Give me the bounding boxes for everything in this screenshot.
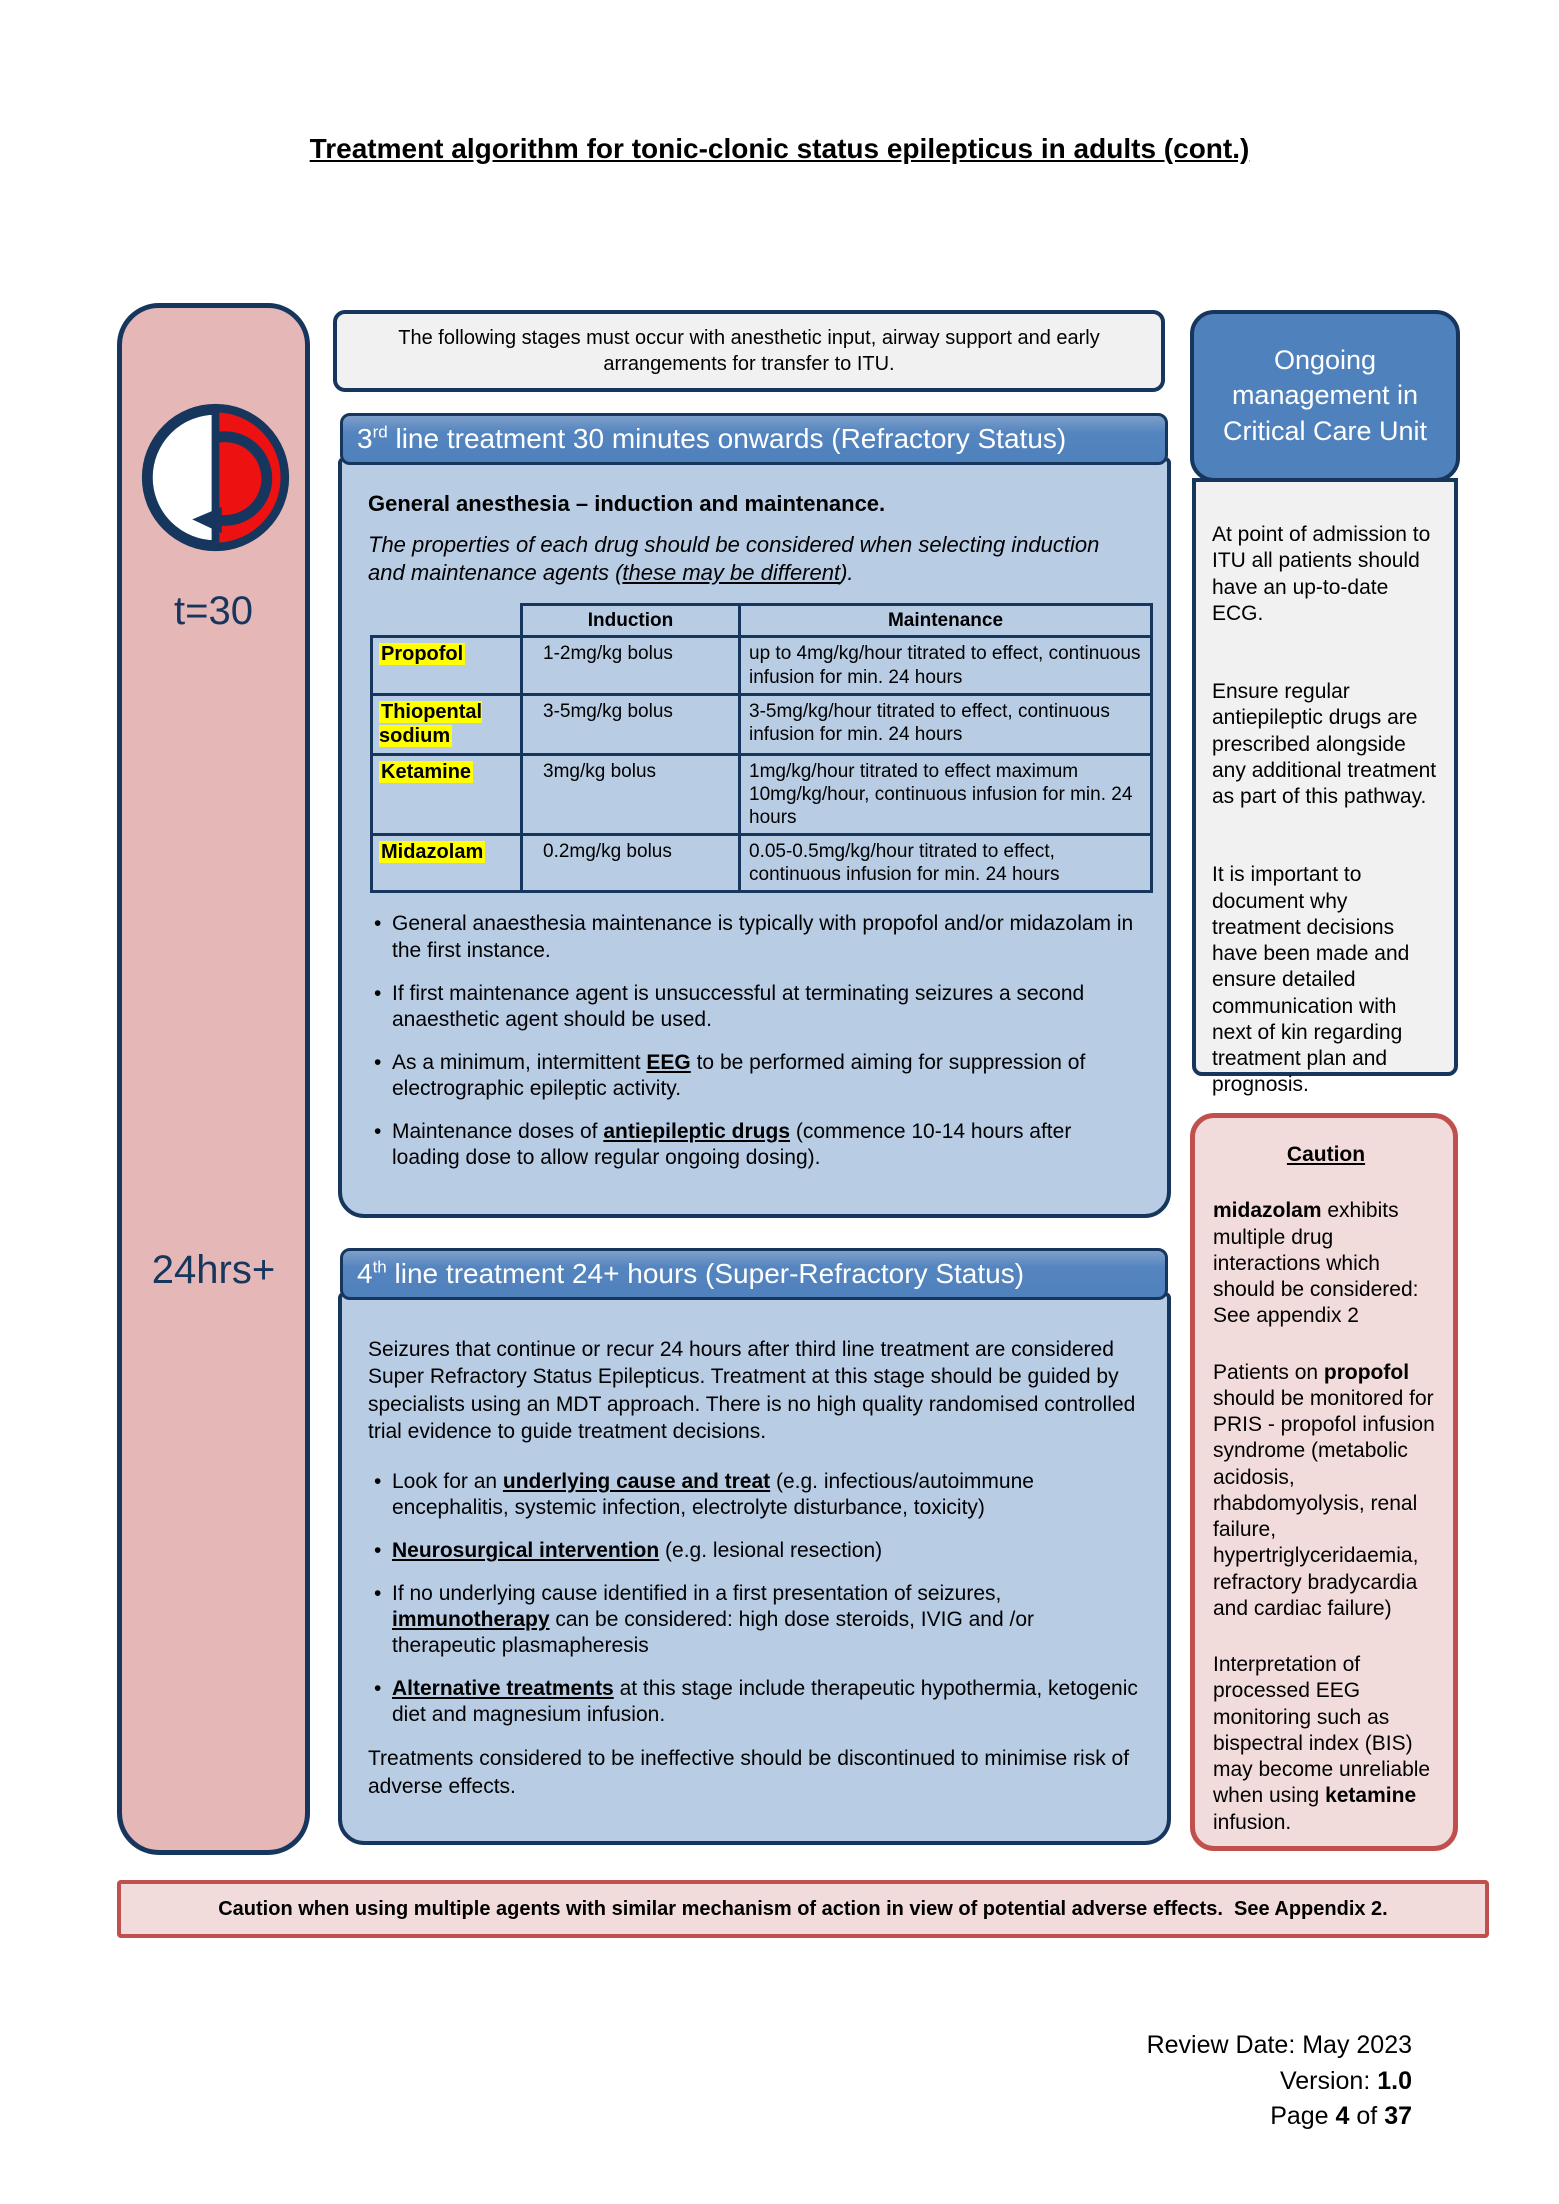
table-row (372, 835, 1152, 892)
caution-paragraphs (1213, 1198, 1439, 1836)
text-segment: 37 (1384, 2102, 1412, 2130)
text-segment: propofol (1323, 1360, 1410, 1384)
text-segment: If first maintenance agent is unsuccessful at terminating seizures a second anaesthetic agent should be used. (392, 981, 1085, 1031)
maintenance-cell: up to 4mg/kg/hour titrated to effect, continuous infusion for min. 24 hours (740, 637, 1152, 694)
text-segment: ). (840, 560, 854, 586)
third-line-bullets (368, 911, 1141, 1170)
fourth-line-header (340, 1248, 1168, 1300)
text-segment: The properties of each drug should be considered when selecting induction and maintenance agents ( (368, 532, 1100, 586)
general-anesthesia-title: General anesthesia – induction and maintenance. (368, 491, 886, 516)
text-segment: underlying cause and treat (502, 1470, 771, 1494)
induction-cell: 3-5mg/kg bolus (522, 694, 740, 754)
text-segment: should be monitored for PRIS - propofol infusion syndrome (metabolic acidosis, rhabdomyolysis, renal failure, hypertriglyceridaemia, refractory bradycardia and cardiac failure) (1213, 1386, 1435, 1620)
clock-icon (138, 400, 293, 555)
fourth-line-header-ordinal: th (372, 1257, 387, 1277)
bullet-item (374, 911, 1141, 963)
drug-properties-note (368, 531, 1141, 587)
bullet-item (374, 1119, 1141, 1171)
induction-cell: 3mg/kg bolus (522, 754, 740, 835)
maintenance-column-header: Maintenance (740, 605, 1152, 637)
paragraph (1213, 1198, 1439, 1329)
text-segment: exhibits multiple drug interactions which should be considered: See appendix 2 (1213, 1199, 1419, 1328)
text-segment: 4 (1335, 2102, 1350, 2130)
text-segment: of (1349, 2102, 1385, 2130)
text-segment: at this stage include therapeutic hypothermia, ketogenic diet and magnesium infusion. (392, 1677, 1138, 1727)
bottom-caution-bar: Caution when using multiple agents with similar mechanism of action in view of potential adverse effects. See Appendix 2. (117, 1880, 1489, 1938)
text-segment: Page (1270, 2102, 1336, 2130)
paragraph (1213, 1360, 1439, 1623)
text-segment: these may be different (622, 560, 841, 586)
maintenance-cell: 0.05-0.5mg/kg/hour titrated to effect, continuous infusion for min. 24 hours (740, 835, 1152, 892)
text-segment: immunotherapy (392, 1608, 550, 1632)
paragraph (1213, 1652, 1439, 1836)
text-segment: Neurosurgical intervention (392, 1539, 660, 1563)
maintenance-cell: 1mg/kg/hour titrated to effect maximum 10mg/kg/hour, continuous infusion for min. 24 hours (740, 754, 1152, 835)
paragraph: Ensure regular antiepileptic drugs are prescribed alongside any additional treatment as part of this pathway. (1212, 680, 1437, 808)
text-segment: midazolam (1213, 1199, 1322, 1223)
text-segment: Review Date: May 2023 (1146, 2031, 1412, 2059)
bullet-item (374, 1050, 1141, 1102)
fourth-line-bullets (368, 1469, 1141, 1728)
fourth-line-body (338, 1292, 1171, 1845)
drug-table (370, 603, 1153, 893)
text-segment: (commence 10-14 hours after loading dose to allow regular ongoing dosing). (392, 1119, 1072, 1169)
highlighted-drug-name: Thiopental sodium (379, 700, 483, 748)
table-row (372, 694, 1152, 754)
drug-name-cell (372, 835, 522, 892)
highlighted-drug-name: Ketamine (381, 760, 472, 783)
text-segment: EEG (646, 1050, 691, 1074)
paragraph: At point of admission to ITU all patients should have an up-to-date ECG. (1212, 523, 1431, 625)
table-row (372, 637, 1152, 694)
page-number (1147, 2099, 1412, 2135)
drug-name-cell (372, 637, 522, 694)
third-line-header (340, 413, 1168, 465)
third-line-header-text: line treatment 30 minutes onwards (Refractory Status) (387, 423, 1067, 454)
text-segment: If no underlying cause identified in a first presentation of seizures, (392, 1582, 1002, 1606)
text-segment: Maintenance doses of (392, 1119, 604, 1143)
text-segment: to be performed aiming for suppression of electrographic epileptic activity. (392, 1050, 1086, 1100)
text-segment: 1.0 (1377, 2066, 1412, 2095)
third-line-body (338, 457, 1171, 1218)
text-segment: (e.g. lesional resection) (659, 1539, 883, 1563)
text-segment: ketamine (1325, 1784, 1417, 1808)
fourth-line-header-number: 4 (357, 1258, 373, 1289)
drug-name-cell (372, 694, 522, 754)
table-row (372, 754, 1152, 835)
text-segment: (e.g. infectious/autoimmune encephalitis, systemic infection, electrolyte disturbance, toxicity) (392, 1470, 1034, 1520)
induction-cell: 0.2mg/kg bolus (522, 835, 740, 892)
paragraph: It is important to document why treatment decisions have been made and ensure detailed communication with next of kin regarding treatment plan and prognosis. (1212, 863, 1410, 1097)
text-segment: Look for an (392, 1470, 503, 1494)
maintenance-cell: 3-5mg/kg/hour titrated to effect, continuous infusion for min. 24 hours (740, 694, 1152, 754)
bullet-item (374, 981, 1141, 1033)
fourth-line-header-text: line treatment 24+ hours (Super-Refractory Status) (386, 1258, 1025, 1289)
page-footer (1147, 2028, 1412, 2135)
third-line-header-ordinal: rd (372, 422, 388, 442)
caution-box (1190, 1113, 1458, 1851)
critical-care-header: Ongoing management in Critical Care Unit (1190, 310, 1460, 482)
bullet-item (374, 1469, 1141, 1521)
induction-column-header: Induction (522, 605, 740, 637)
text-segment: As a minimum, intermittent (392, 1050, 647, 1074)
text-segment: Alternative treatments (392, 1677, 614, 1701)
text-segment: Version: (1279, 2066, 1378, 2095)
time-label-t30: t=30 (174, 589, 253, 633)
highlighted-drug-name: Propofol (381, 643, 464, 666)
critical-care-body (1192, 478, 1458, 1097)
review-date (1147, 2028, 1412, 2064)
text-segment: infusion. (1213, 1810, 1292, 1834)
version (1147, 2064, 1412, 2100)
drug-table-header-row (372, 605, 1152, 637)
text-segment: can be considered: high dose steroids, IVIG and /or therapeutic plasmapheresis (392, 1608, 1034, 1658)
super-refractory-intro: Seizures that continue or recur 24 hours after third line treatment are considered Super Refractory Status Epilepticus. Treatment at this stage should be guided by specialists using an MDT approach. There is no high quality randomised controlled trial evidence to guide treatment decisions. (368, 1338, 1136, 1443)
drug-name-cell (372, 754, 522, 835)
anesthetic-input-note: The following stages must occur with anesthetic input, airway support and early arrangements for transfer to ITU. (333, 310, 1165, 392)
bullet-item (374, 1676, 1141, 1728)
drug-table-corner-cell (372, 605, 522, 637)
page-title: Treatment algorithm for tonic-clonic status epilepticus in adults (cont.) (309, 133, 1250, 164)
bullet-item (374, 1581, 1141, 1659)
third-line-header-number: 3 (357, 423, 373, 454)
text-segment: General anaesthesia maintenance is typically with propofol and/or midazolam in the first instance. (392, 912, 1134, 962)
text-segment: Interpretation of processed EEG monitoring such as bispectral index (BIS) may become unreliable when using (1213, 1653, 1431, 1808)
text-segment: Patients on (1213, 1360, 1324, 1384)
time-label-24hrs: 24hrs+ (151, 1248, 276, 1292)
text-segment: antiepileptic drugs (603, 1119, 791, 1143)
bullet-item (374, 1538, 1141, 1564)
caution-title: Caution (1286, 1143, 1366, 1166)
induction-cell: 1-2mg/kg bolus (522, 637, 740, 694)
ineffective-treatments-note: Treatments considered to be ineffective should be discontinued to minimise risk of adverse effects. (368, 1747, 1130, 1798)
highlighted-drug-name: Midazolam (381, 841, 484, 864)
